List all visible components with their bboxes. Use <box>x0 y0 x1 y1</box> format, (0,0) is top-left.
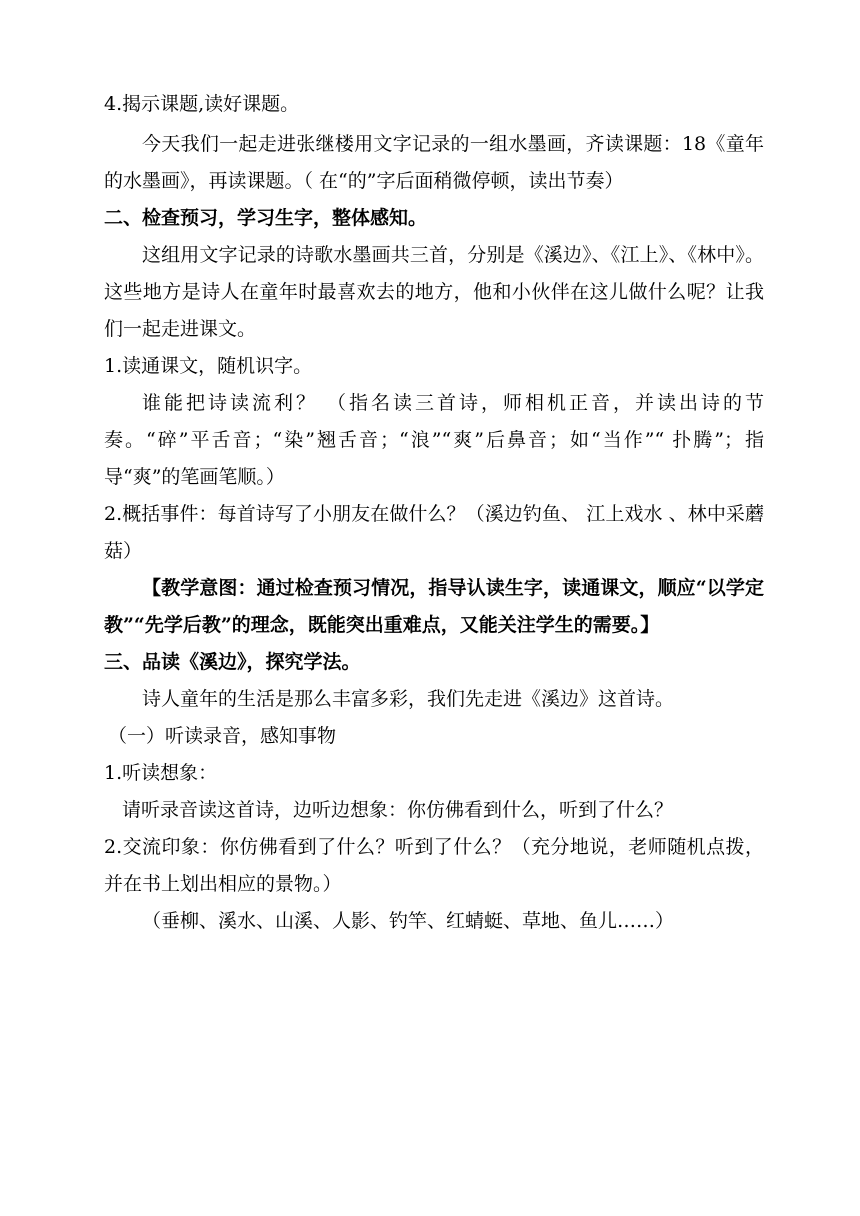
paragraph-read-title: 今天我们一起走进张继楼用文字记录的一组水墨画，齐读课题：18《童年的水墨画》，再读课题。（ 在“的”字后面稍微停顿，读出节奏） <box>104 133 764 192</box>
section-3-heading: 三、品读《溪边》，探究学法。 <box>104 651 361 673</box>
paragraph-scenery-list: （垂柳、溪水、山溪、人影、钓竿、红蜻蜓、草地、鱼儿……） <box>142 910 675 932</box>
step-2-share-impressions: 2.交流印象：你仿佛看到了什么？听到了什么？（充分地说，老师随机点拨，并在书上划出相应的景物。） <box>104 836 764 895</box>
step-1-read-text: 1.读通课文，随机识字。 <box>104 355 313 377</box>
teaching-intent-note: 【教学意图：通过检查预习情况，指导认读生字，读通课文，顺应“以学定教”“先学后教”的理念，既能突出重难点，又能关注学生的需要。】 <box>104 577 764 636</box>
section-2-heading: 二、检查预习，学习生字，整体感知。 <box>104 207 428 229</box>
step-2-summarize-events: 2.概括事件：每首诗写了小朋友在做什么？（溪边钓鱼、 江上戏水 、林中采蘑菇） <box>104 503 764 562</box>
document-page <box>104 86 764 940</box>
paragraph-enter-xibian: 诗人童年的生活是那么丰富多彩，我们先走进《溪边》这首诗。 <box>142 688 675 710</box>
paragraph-listen-recording: 请听录音读这首诗，边听边想象：你仿佛看到什么，听到了什么？ <box>122 799 674 821</box>
step-1-listen-imagine: 1.听读想象： <box>104 762 218 784</box>
subsection-1-heading: （一）听读录音，感知事物 <box>108 725 337 747</box>
paragraph-fluent-reading: 谁能把诗读流利？ （指名读三首诗，师相机正音，并读出诗的节奏。“碎”平舌音；“染”翘舌音；“浪”“爽”后鼻音；如“当作”“ 扑腾”；指导“爽”的笔画笔顺。） <box>104 392 764 488</box>
step-4-reveal-title: 4.揭示课题,读好课题。 <box>104 93 300 115</box>
paragraph-three-poems: 这组用文字记录的诗歌水墨画共三首，分别是《溪边》、《江上》、《林中》。这些地方是诗人在童年时最喜欢去的地方，他和小伙伴在这儿做什么呢？让我们一起走进课文。 <box>104 244 764 340</box>
